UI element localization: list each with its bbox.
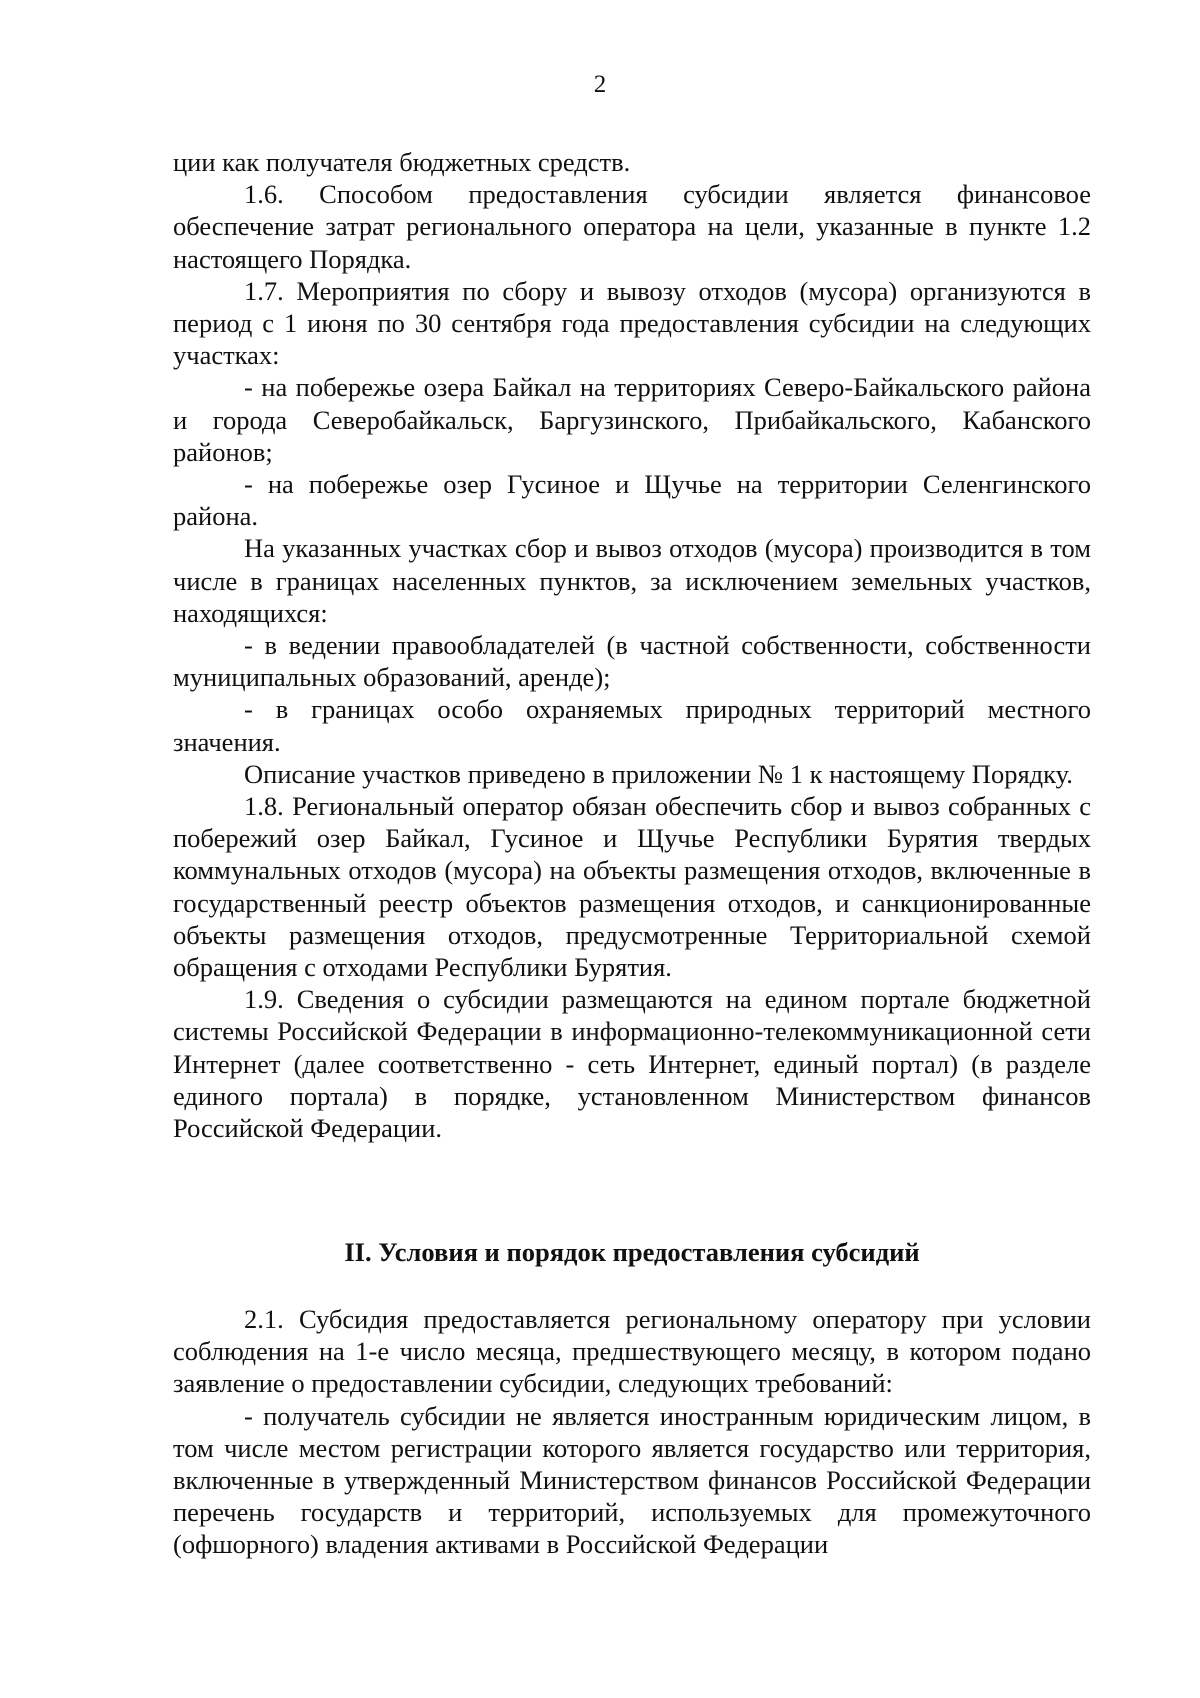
paragraph-2-1: 2.1. Субсидия предоставляется региональному оператору при условии соблюдения на 1-е число месяца, предшествующего месяцу, в котором подано заявление о предоставлении субсидии, следующих требований: [173,1304,1091,1399]
section-2-text [173,1303,1091,1561]
paragraph-sites: На указанных участках сбор и вывоз отходов (мусора) производится в том числе в границах населенных пунктов, за исключением земельных участков, находящихся: [173,533,1091,628]
paragraph-description: Описание участков приведено в приложении № 1 к настоящему Порядку. [244,758,1073,789]
paragraph-1-6: 1.6. Способом предоставления субсидии является финансовое обеспечение затрат регионального оператора на цели, указанные в пункте 1.2 настоящего Порядка. [173,179,1091,274]
list-item-owners: - в ведении правообладателей (в частной собственности, собственности муниципальных образований, аренде); [173,630,1091,693]
list-item-baikal: - на побережье озера Байкал на территориях Северо-Байкальского района и города Северобайкальск, Баргузинского, Прибайкальского, Кабанского районов; [173,372,1091,467]
page-number: 2 [593,71,607,98]
paragraph-1-7: 1.7. Мероприятия по сбору и вывозу отходов (мусора) организуются в период с 1 июня по 30 сентября года предоставления субсидии на следующих участках: [173,275,1091,371]
paragraph-1-8: 1.8. Региональный оператор обязан обеспечить сбор и вывоз собранных с побережий озер Байкал, Гусиное и Щучье Республики Бурятия твердых коммунальных отходов (мусора) на объекты размещения отходов, включенные в государственный реестр объектов размещения отходов, и санкционированные объекты размещения отходов, предусмотренные Территориальной схемой обращения с отходами Республики Бурятия. [173,791,1091,983]
list-item-foreign: - получатель субсидии не является иностранным юридическим лицом, в том числе местом регистрации которого является государство или территория, включенные в утвержденный Министерством финансов Российской Федерации перечень государств и территорий, используемых для промежуточного (офшорного) владения активами в Российской Федерации [173,1400,1091,1560]
paragraph-1-9: 1.9. Сведения о субсидии размещаются на едином портале бюджетной системы Российской Федерации в информационно-телекоммуникационной сети Интернет (далее соответственно - сеть Интернет, единый портал) (в разделе единого портала) в порядке, установленном Министерством финансов Российской Федерации. [173,984,1091,1144]
list-item-gusinoe: - на побережье озер Гусиное и Щучье на территории Селенгинского района. [173,469,1091,532]
list-item-protected: - в границах особо охраняемых природных территорий местного значения. [173,694,1091,757]
section-title: II. Условия и порядок предоставления субсидий [344,1237,920,1267]
paragraph-continuation: ции как получателя бюджетных средств. [173,147,631,177]
section-1-text [173,146,1091,1144]
